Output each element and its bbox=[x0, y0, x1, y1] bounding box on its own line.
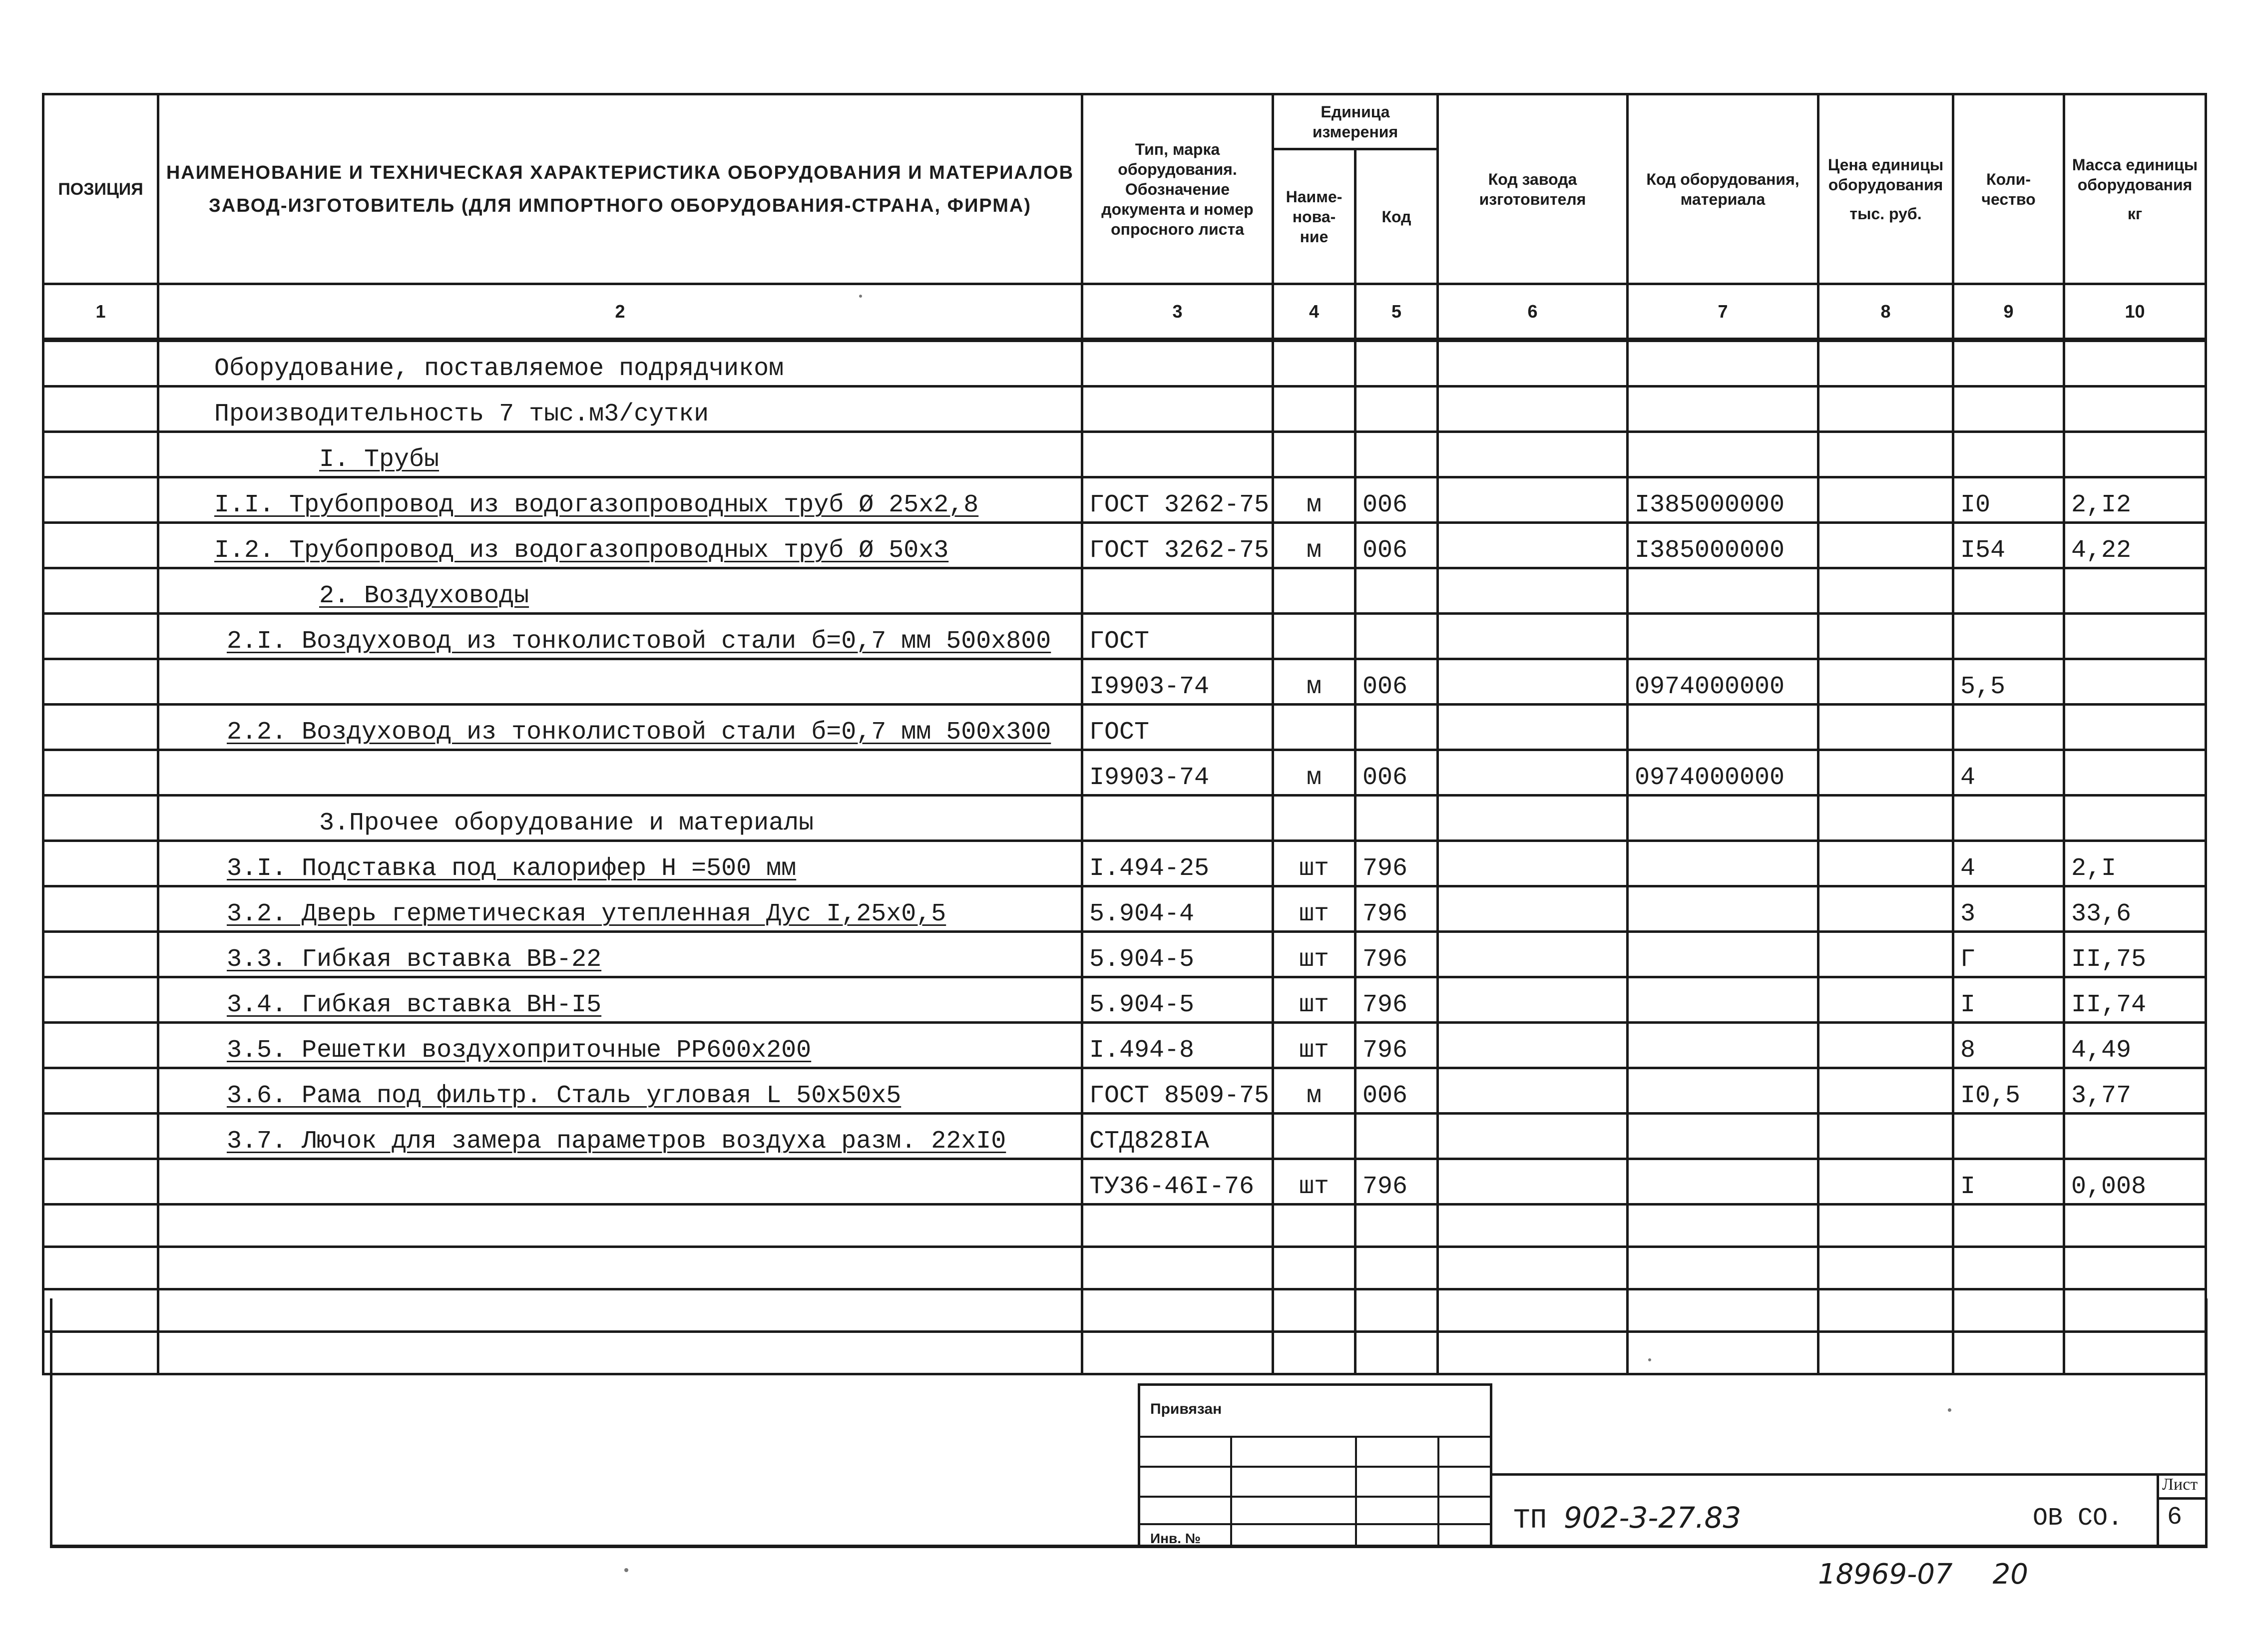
section-code: ОВ СО. bbox=[2033, 1504, 2123, 1533]
stamp-divider bbox=[1355, 1436, 1357, 1546]
quantity-cell: I54 bbox=[1953, 523, 2064, 568]
empty-cell bbox=[1438, 1205, 1628, 1247]
position-cell bbox=[43, 614, 158, 659]
empty-cell bbox=[1953, 1247, 2064, 1289]
unit-name-cell bbox=[1273, 1114, 1355, 1159]
mass-cell: II,74 bbox=[2064, 977, 2206, 1023]
empty-cell bbox=[43, 1205, 158, 1247]
price-cell bbox=[1818, 1114, 1953, 1159]
quantity-cell: 4 bbox=[1953, 841, 2064, 886]
quantity-cell: I0 bbox=[1953, 477, 2064, 523]
price-cell bbox=[1818, 796, 1953, 841]
manufacturer-code-cell bbox=[1438, 705, 1628, 750]
unit-code-cell: 796 bbox=[1355, 886, 1438, 932]
mass-cell bbox=[2064, 614, 2206, 659]
position-cell bbox=[43, 1068, 158, 1114]
empty-cell bbox=[1355, 1205, 1438, 1247]
type-cell: ГОСТ bbox=[1082, 705, 1273, 750]
position-cell bbox=[43, 1159, 158, 1205]
position-cell bbox=[43, 1023, 158, 1068]
header-name-line1: НАИМЕНОВАНИЕ И ТЕХНИЧЕСКАЯ ХАРАКТЕРИСТИКА ОБОРУДОВАНИЯ И МАТЕРИАЛОВ bbox=[166, 162, 1074, 183]
quantity-cell: Г bbox=[1953, 932, 2064, 977]
name-cell bbox=[158, 432, 1082, 477]
table-row bbox=[43, 1159, 2206, 1205]
type-cell: 5.904-4 bbox=[1082, 886, 1273, 932]
position-cell bbox=[43, 387, 158, 432]
table-row bbox=[43, 432, 2206, 477]
unit-code-cell bbox=[1355, 432, 1438, 477]
mass-cell bbox=[2064, 432, 2206, 477]
unit-code-cell bbox=[1355, 614, 1438, 659]
column-number: 2 bbox=[158, 284, 1082, 340]
type-cell bbox=[1082, 568, 1273, 614]
quantity-cell bbox=[1953, 568, 2064, 614]
table-row bbox=[43, 523, 2206, 568]
name-cell bbox=[158, 886, 1082, 932]
unit-code-cell: 006 bbox=[1355, 659, 1438, 705]
empty-row bbox=[43, 1205, 2206, 1247]
specification-table bbox=[42, 93, 2207, 1375]
empty-cell bbox=[158, 1247, 1082, 1289]
unit-name-cell: м bbox=[1273, 750, 1355, 796]
unit-code-cell bbox=[1355, 796, 1438, 841]
material-code-cell bbox=[1628, 568, 1818, 614]
type-cell: СТД828IА bbox=[1082, 1114, 1273, 1159]
item-name-text: 3.Прочее оборудование и материалы bbox=[319, 809, 814, 837]
mass-cell bbox=[2064, 750, 2206, 796]
position-cell bbox=[43, 750, 158, 796]
mass-cell bbox=[2064, 1114, 2206, 1159]
unit-code-cell: 796 bbox=[1355, 1159, 1438, 1205]
header-price bbox=[1818, 94, 1953, 284]
name-cell bbox=[158, 750, 1082, 796]
header-quantity: Коли-чество bbox=[1953, 94, 2064, 284]
position-cell bbox=[43, 841, 158, 886]
table-row bbox=[43, 659, 2206, 705]
header-unit-group: Единица измерения bbox=[1273, 94, 1438, 149]
column-number: 9 bbox=[1953, 284, 2064, 340]
type-cell: I9903-74 bbox=[1082, 750, 1273, 796]
material-code-cell bbox=[1628, 340, 1818, 387]
empty-cell bbox=[1818, 1247, 1953, 1289]
empty-cell bbox=[1273, 1247, 1355, 1289]
item-name-text: 3.4. Гибкая вставка ВН-I5 bbox=[227, 991, 602, 1019]
type-cell: ГОСТ 8509-75 bbox=[1082, 1068, 1273, 1114]
material-code-cell: 0974000000 bbox=[1628, 750, 1818, 796]
manufacturer-code-cell bbox=[1438, 932, 1628, 977]
unit-name-cell bbox=[1273, 796, 1355, 841]
price-cell bbox=[1818, 659, 1953, 705]
price-cell bbox=[1818, 432, 1953, 477]
type-cell bbox=[1082, 340, 1273, 387]
header-position: ПОЗИЦИЯ bbox=[43, 94, 158, 284]
item-name-text: Производительность 7 тыс.м3/сутки bbox=[214, 400, 709, 428]
type-cell bbox=[1082, 387, 1273, 432]
empty-row bbox=[43, 1247, 2206, 1289]
stamp-inventory-label: Инв. № bbox=[1150, 1531, 1201, 1546]
manufacturer-code-cell bbox=[1438, 886, 1628, 932]
column-number: 8 bbox=[1818, 284, 1953, 340]
header-price-unit: тыс. руб. bbox=[1849, 204, 1922, 223]
type-cell bbox=[1082, 796, 1273, 841]
material-code-cell bbox=[1628, 796, 1818, 841]
mass-cell: 4,22 bbox=[2064, 523, 2206, 568]
quantity-cell: I0,5 bbox=[1953, 1068, 2064, 1114]
material-code-cell bbox=[1628, 886, 1818, 932]
mass-cell: II,75 bbox=[2064, 932, 2206, 977]
mass-cell bbox=[2064, 705, 2206, 750]
header-name bbox=[158, 94, 1082, 284]
item-name-text: 3.2. Дверь герметическая утепленная Дус I,25х0,5 bbox=[227, 900, 946, 928]
position-cell bbox=[43, 1114, 158, 1159]
manufacturer-code-cell bbox=[1438, 796, 1628, 841]
item-name-text: 3.7. Лючок для замера параметров воздуха разм. 22хI0 bbox=[227, 1127, 1006, 1156]
mass-cell: 33,6 bbox=[2064, 886, 2206, 932]
quantity-cell: 5,5 bbox=[1953, 659, 2064, 705]
table-header bbox=[43, 94, 2206, 340]
archive-code: 18969-07 bbox=[1818, 1558, 1953, 1591]
price-cell bbox=[1818, 932, 1953, 977]
type-cell: ГОСТ bbox=[1082, 614, 1273, 659]
quantity-cell: I bbox=[1953, 977, 2064, 1023]
scan-speck bbox=[1648, 1358, 1651, 1361]
table-row bbox=[43, 750, 2206, 796]
mass-cell bbox=[2064, 340, 2206, 387]
empty-cell bbox=[1628, 1247, 1818, 1289]
table-row bbox=[43, 932, 2206, 977]
unit-code-cell bbox=[1355, 340, 1438, 387]
empty-cell bbox=[2064, 1247, 2206, 1289]
archive-page: 20 bbox=[1992, 1558, 2028, 1591]
stamp-divider bbox=[1230, 1436, 1232, 1546]
mass-cell: 4,49 bbox=[2064, 1023, 2206, 1068]
price-cell bbox=[1818, 750, 1953, 796]
mass-cell: 2,I bbox=[2064, 841, 2206, 886]
item-name-text: 3.3. Гибкая вставка ВВ-22 bbox=[227, 945, 602, 974]
material-code-cell bbox=[1628, 387, 1818, 432]
empty-cell bbox=[1082, 1247, 1273, 1289]
empty-cell bbox=[1355, 1247, 1438, 1289]
empty-cell bbox=[1273, 1205, 1355, 1247]
material-code-cell bbox=[1628, 1068, 1818, 1114]
name-cell bbox=[158, 1023, 1082, 1068]
table-row bbox=[43, 340, 2206, 387]
header-mass-label: Масса единицы оборудования bbox=[2072, 155, 2198, 194]
unit-code-cell bbox=[1355, 568, 1438, 614]
mass-cell: 2,I2 bbox=[2064, 477, 2206, 523]
mass-cell: 0,008 bbox=[2064, 1159, 2206, 1205]
quantity-cell: 8 bbox=[1953, 1023, 2064, 1068]
type-cell: ГОСТ 3262-75 bbox=[1082, 477, 1273, 523]
price-cell bbox=[1818, 886, 1953, 932]
unit-code-cell: 006 bbox=[1355, 477, 1438, 523]
item-name-text: 2.I. Воздуховод из тонколистовой стали б=0,7 мм 500х800 bbox=[227, 627, 1051, 656]
sheet-number-box bbox=[2157, 1473, 2208, 1548]
material-code-cell bbox=[1628, 841, 1818, 886]
column-numbers-row bbox=[43, 284, 2206, 340]
unit-name-cell: м bbox=[1273, 477, 1355, 523]
item-name-text: 2.2. Воздуховод из тонколистовой стали б=0,7 мм 500х300 bbox=[227, 718, 1051, 747]
material-code-cell bbox=[1628, 705, 1818, 750]
position-cell bbox=[43, 705, 158, 750]
type-cell: ТУ36-46I-76 bbox=[1082, 1159, 1273, 1205]
header-price-label: Цена единицы оборудования bbox=[1827, 155, 1944, 194]
type-cell: I9903-74 bbox=[1082, 659, 1273, 705]
unit-code-cell: 006 bbox=[1355, 750, 1438, 796]
type-cell: 5.904-5 bbox=[1082, 977, 1273, 1023]
position-cell bbox=[43, 886, 158, 932]
table-row bbox=[43, 568, 2206, 614]
scan-speck bbox=[859, 295, 862, 298]
manufacturer-code-cell bbox=[1438, 1068, 1628, 1114]
price-cell bbox=[1818, 477, 1953, 523]
mass-cell: 3,77 bbox=[2064, 1068, 2206, 1114]
header-material-code: Код оборудования, материала bbox=[1628, 94, 1818, 284]
designation-prefix: ТП bbox=[1513, 1504, 1547, 1536]
manufacturer-code-cell bbox=[1438, 977, 1628, 1023]
name-cell bbox=[158, 614, 1082, 659]
header-manufacturer-code: Код завода изготовителя bbox=[1438, 94, 1628, 284]
header-mass-unit: кг bbox=[2127, 204, 2143, 223]
unit-name-cell: шт bbox=[1273, 977, 1355, 1023]
manufacturer-code-cell bbox=[1438, 659, 1628, 705]
header-mass bbox=[2064, 94, 2206, 284]
unit-name-cell bbox=[1273, 387, 1355, 432]
name-cell bbox=[158, 477, 1082, 523]
table-row bbox=[43, 1114, 2206, 1159]
manufacturer-code-cell bbox=[1438, 841, 1628, 886]
designation-number: 902-3-27.83 bbox=[1563, 1501, 1742, 1535]
empty-cell bbox=[1953, 1205, 2064, 1247]
table-row bbox=[43, 1068, 2206, 1114]
material-code-cell: I385000000 bbox=[1628, 523, 1818, 568]
price-cell bbox=[1818, 340, 1953, 387]
name-cell bbox=[158, 1068, 1082, 1114]
material-code-cell bbox=[1628, 932, 1818, 977]
unit-name-cell: шт bbox=[1273, 1159, 1355, 1205]
item-name-text: I.I. Трубопровод из водогазопроводных труб Ø 25х2,8 bbox=[214, 491, 979, 519]
mass-cell bbox=[2064, 659, 2206, 705]
name-cell bbox=[158, 796, 1082, 841]
empty-cell bbox=[2064, 1205, 2206, 1247]
material-code-cell bbox=[1628, 977, 1818, 1023]
unit-code-cell bbox=[1355, 705, 1438, 750]
type-cell: I.494-8 bbox=[1082, 1023, 1273, 1068]
manufacturer-code-cell bbox=[1438, 523, 1628, 568]
scan-speck bbox=[624, 1568, 628, 1572]
position-cell bbox=[43, 659, 158, 705]
empty-cell bbox=[1628, 1205, 1818, 1247]
unit-name-cell bbox=[1273, 432, 1355, 477]
header-unit-code: Код bbox=[1355, 149, 1438, 284]
material-code-cell: 0974000000 bbox=[1628, 659, 1818, 705]
quantity-cell: 3 bbox=[1953, 886, 2064, 932]
item-name-text: I. Трубы bbox=[319, 445, 440, 474]
position-cell bbox=[43, 340, 158, 387]
price-cell bbox=[1818, 1159, 1953, 1205]
position-cell bbox=[43, 568, 158, 614]
name-cell bbox=[158, 932, 1082, 977]
material-code-cell bbox=[1628, 1114, 1818, 1159]
name-cell bbox=[158, 977, 1082, 1023]
header-type: Тип, марка оборудования. Обозначение документа и номер опросного листа bbox=[1082, 94, 1273, 284]
price-cell bbox=[1818, 387, 1953, 432]
name-cell bbox=[158, 1114, 1082, 1159]
stamp-title: Привязан bbox=[1150, 1401, 1222, 1417]
unit-code-cell: 796 bbox=[1355, 932, 1438, 977]
name-cell bbox=[158, 387, 1082, 432]
mass-cell bbox=[2064, 796, 2206, 841]
unit-name-cell: м bbox=[1273, 523, 1355, 568]
archive-number bbox=[1818, 1558, 2028, 1591]
position-cell bbox=[43, 796, 158, 841]
unit-code-cell bbox=[1355, 387, 1438, 432]
price-cell bbox=[1818, 1068, 1953, 1114]
price-cell bbox=[1818, 614, 1953, 659]
manufacturer-code-cell bbox=[1438, 1023, 1628, 1068]
name-cell bbox=[158, 659, 1082, 705]
column-number: 3 bbox=[1082, 284, 1273, 340]
unit-code-cell: 796 bbox=[1355, 977, 1438, 1023]
price-cell bbox=[1818, 523, 1953, 568]
name-cell bbox=[158, 1159, 1082, 1205]
sheet-divider bbox=[2159, 1497, 2208, 1500]
unit-name-cell: шт bbox=[1273, 1023, 1355, 1068]
name-cell bbox=[158, 523, 1082, 568]
header-unit-name: Наиме-нова-ние bbox=[1273, 149, 1355, 284]
column-number: 10 bbox=[2064, 284, 2206, 340]
manufacturer-code-cell bbox=[1438, 432, 1628, 477]
table-row bbox=[43, 477, 2206, 523]
item-name-text: 3.I. Подставка под калорифер H =500 мм bbox=[227, 854, 797, 883]
sheet-number: 6 bbox=[2167, 1503, 2183, 1532]
name-cell bbox=[158, 841, 1082, 886]
table-row bbox=[43, 614, 2206, 659]
scan-speck bbox=[1948, 1408, 1951, 1412]
price-cell bbox=[1818, 1023, 1953, 1068]
manufacturer-code-cell bbox=[1438, 614, 1628, 659]
item-name-text: I.2. Трубопровод из водогазопроводных труб Ø 50х3 bbox=[214, 536, 949, 565]
manufacturer-code-cell bbox=[1438, 477, 1628, 523]
mass-cell bbox=[2064, 568, 2206, 614]
price-cell bbox=[1818, 705, 1953, 750]
material-code-cell bbox=[1628, 1159, 1818, 1205]
position-cell bbox=[43, 477, 158, 523]
type-cell bbox=[1082, 432, 1273, 477]
binding-stamp bbox=[1138, 1383, 1492, 1548]
material-code-cell bbox=[1628, 614, 1818, 659]
quantity-cell bbox=[1953, 387, 2064, 432]
manufacturer-code-cell bbox=[1438, 1159, 1628, 1205]
position-cell bbox=[43, 432, 158, 477]
material-code-cell bbox=[1628, 1023, 1818, 1068]
table-row bbox=[43, 886, 2206, 932]
column-number: 7 bbox=[1628, 284, 1818, 340]
quantity-cell bbox=[1953, 1114, 2064, 1159]
unit-name-cell bbox=[1273, 568, 1355, 614]
manufacturer-code-cell bbox=[1438, 340, 1628, 387]
unit-code-cell: 006 bbox=[1355, 1068, 1438, 1114]
item-name-text: 3.5. Решетки воздухоприточные РР600х200 bbox=[227, 1036, 812, 1065]
table-row bbox=[43, 1023, 2206, 1068]
mass-cell bbox=[2064, 387, 2206, 432]
unit-code-cell bbox=[1355, 1114, 1438, 1159]
name-cell bbox=[158, 705, 1082, 750]
unit-name-cell: шт bbox=[1273, 932, 1355, 977]
empty-cell bbox=[1818, 1205, 1953, 1247]
document-designation bbox=[1513, 1501, 1741, 1536]
unit-name-cell: м bbox=[1273, 659, 1355, 705]
table-row bbox=[43, 841, 2206, 886]
column-number: 4 bbox=[1273, 284, 1355, 340]
stamp-divider bbox=[1437, 1436, 1439, 1546]
unit-name-cell bbox=[1273, 705, 1355, 750]
position-cell bbox=[43, 523, 158, 568]
quantity-cell bbox=[1953, 705, 2064, 750]
unit-name-cell: м bbox=[1273, 1068, 1355, 1114]
quantity-cell bbox=[1953, 614, 2064, 659]
column-number: 6 bbox=[1438, 284, 1628, 340]
empty-cell bbox=[1082, 1205, 1273, 1247]
unit-name-cell bbox=[1273, 340, 1355, 387]
manufacturer-code-cell bbox=[1438, 1114, 1628, 1159]
manufacturer-code-cell bbox=[1438, 387, 1628, 432]
name-cell bbox=[158, 340, 1082, 387]
position-cell bbox=[43, 932, 158, 977]
type-cell: 5.904-5 bbox=[1082, 932, 1273, 977]
column-number: 5 bbox=[1355, 284, 1438, 340]
empty-cell bbox=[43, 1247, 158, 1289]
type-cell: I.494-25 bbox=[1082, 841, 1273, 886]
material-code-cell: I385000000 bbox=[1628, 477, 1818, 523]
quantity-cell bbox=[1953, 432, 2064, 477]
empty-cell bbox=[1438, 1247, 1628, 1289]
quantity-cell bbox=[1953, 340, 2064, 387]
manufacturer-code-cell bbox=[1438, 750, 1628, 796]
table-row bbox=[43, 705, 2206, 750]
item-name-text: Оборудование, поставляемое подрядчиком bbox=[214, 355, 784, 383]
unit-name-cell bbox=[1273, 614, 1355, 659]
header-name-line2: ЗАВОД-ИЗГОТОВИТЕЛЬ (ДЛЯ ИМПОРТНОГО ОБОРУДОВАНИЯ-СТРАНА, ФИРМА) bbox=[208, 195, 1032, 216]
table-row bbox=[43, 796, 2206, 841]
empty-cell bbox=[158, 1205, 1082, 1247]
quantity-cell: 4 bbox=[1953, 750, 2064, 796]
sheet-label: Лист bbox=[2162, 1475, 2198, 1494]
table-row bbox=[43, 977, 2206, 1023]
quantity-cell bbox=[1953, 796, 2064, 841]
table-row bbox=[43, 387, 2206, 432]
position-cell bbox=[43, 977, 158, 1023]
unit-code-cell: 796 bbox=[1355, 1023, 1438, 1068]
table-body bbox=[43, 340, 2206, 1374]
price-cell bbox=[1818, 841, 1953, 886]
column-number: 1 bbox=[43, 284, 158, 340]
name-cell bbox=[158, 568, 1082, 614]
material-code-cell bbox=[1628, 432, 1818, 477]
unit-code-cell: 796 bbox=[1355, 841, 1438, 886]
item-name-text: 2. Воздуховоды bbox=[319, 582, 529, 610]
quantity-cell: I bbox=[1953, 1159, 2064, 1205]
manufacturer-code-cell bbox=[1438, 568, 1628, 614]
price-cell bbox=[1818, 568, 1953, 614]
type-cell: ГОСТ 3262-75 bbox=[1082, 523, 1273, 568]
price-cell bbox=[1818, 977, 1953, 1023]
item-name-text: 3.6. Рама под фильтр. Сталь угловая L 50х50х5 bbox=[227, 1082, 901, 1110]
unit-name-cell: шт bbox=[1273, 841, 1355, 886]
unit-name-cell: шт bbox=[1273, 886, 1355, 932]
unit-code-cell: 006 bbox=[1355, 523, 1438, 568]
